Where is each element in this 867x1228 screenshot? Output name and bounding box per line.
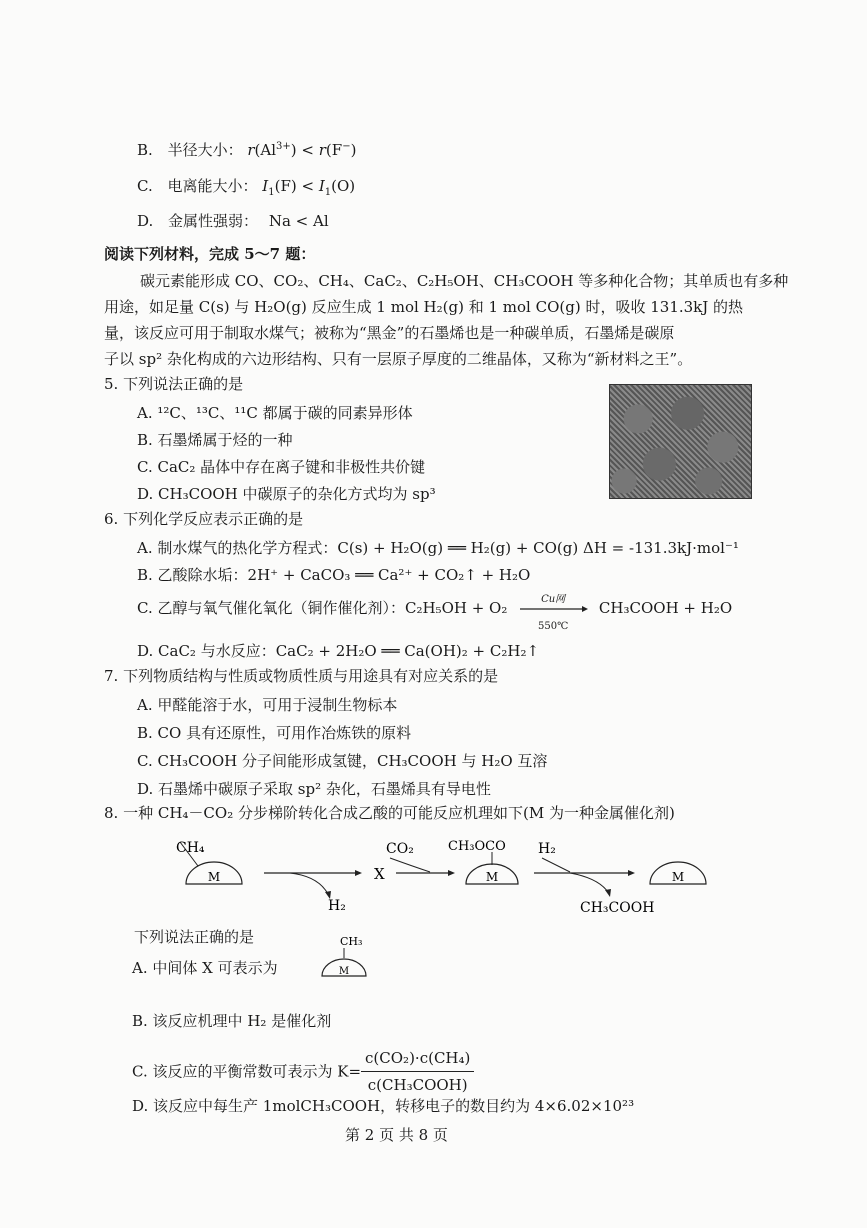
reading-line-1: 碳元素能形成 CO、CO₂、CH₄、CaC₂、C₂H₅OH、CH₃COOH 等多种化合物；其单质也有多种 bbox=[140, 272, 789, 290]
option-text: 电离能大小： bbox=[167, 177, 258, 195]
option-text: 金属性强弱： bbox=[168, 212, 259, 230]
side-arrow-icon bbox=[390, 858, 430, 872]
q4-option-c bbox=[137, 176, 355, 196]
reading-line-3: 量，该反应可用于制取水煤气；被称为“黑金”的石墨烯也是一种碳单质，石墨烯是碳原 bbox=[104, 324, 675, 342]
q4-option-b bbox=[137, 140, 356, 160]
option-text: CH₃COOH + H₂O bbox=[598, 599, 733, 617]
option-text: C. 乙醇与氧气催化氧化（铜作催化剂）：C₂H₅OH + O₂ bbox=[137, 599, 508, 617]
q7-option-d[interactable]: D. 石墨烯中碳原子采取 sp² 杂化，石墨烯具有导电性 bbox=[137, 780, 491, 798]
fraction-numerator: c(CO₂)·c(CH₄) bbox=[361, 1046, 474, 1072]
h2-out-label: H₂ bbox=[328, 898, 346, 914]
catalyst-label: M bbox=[207, 870, 221, 884]
q5-stem: 5. 下列说法正确的是 bbox=[104, 375, 244, 393]
q8-stem: 8. 一种 CH₄－CO₂ 分步梯阶转化合成乙酸的可能反应机理如下(M 为一种金属催化剂) bbox=[104, 804, 675, 822]
condition-bottom: 550℃ bbox=[538, 621, 569, 632]
graphene-photo bbox=[609, 384, 752, 499]
q7-option-b[interactable]: B. CO 具有还原性，可用作冶炼铁的原料 bbox=[137, 724, 412, 742]
side-arrow-icon bbox=[542, 858, 570, 872]
q4-option-d bbox=[137, 211, 329, 231]
option-label: D. bbox=[137, 212, 154, 230]
arrowhead-icon bbox=[628, 870, 635, 876]
q7-option-a[interactable]: A. 甲醛能溶于水，可用于浸制生物标本 bbox=[137, 696, 398, 714]
intermediate-x: X bbox=[374, 865, 385, 883]
option-label: B. bbox=[137, 141, 153, 159]
ch3oco-label: CH₃OCO bbox=[448, 839, 506, 854]
option-label: C. bbox=[137, 177, 153, 195]
q7-option-c[interactable]: C. CH₃COOH 分子间能形成氢键，CH₃COOH 与 H₂O 互溶 bbox=[137, 752, 548, 770]
reading-line-4: 子以 sp² 杂化构成的六边形结构、只有一层原子厚度的二维晶体，又称为“新材料之王”。 bbox=[104, 350, 693, 368]
reaction-scheme bbox=[150, 828, 750, 923]
option-text: A. 中间体 X 可表示为 bbox=[132, 959, 278, 977]
h2-in-label: H₂ bbox=[538, 841, 556, 857]
q6-option-a[interactable]: A. 制水煤气的热化学方程式：C(s) + H₂O(g) ══ H₂(g) + CO(g) ΔH = -131.3kJ·mol⁻¹ bbox=[137, 539, 739, 557]
q6-option-c[interactable] bbox=[137, 594, 733, 632]
condition-top: Cu网 bbox=[541, 594, 566, 605]
q6-stem: 6. 下列化学反应表示正确的是 bbox=[104, 510, 304, 528]
catalyst-label: M bbox=[338, 966, 350, 977]
q8-option-c[interactable] bbox=[132, 1046, 474, 1097]
q8-sub-stem: 下列说法正确的是 bbox=[134, 928, 255, 946]
q8-option-a[interactable] bbox=[132, 958, 278, 978]
option-text: 半径大小： bbox=[167, 141, 243, 159]
intermediate-structure bbox=[318, 932, 370, 980]
option-text: C. 该反应的平衡常数可表示为 K= bbox=[132, 1062, 362, 1081]
q6-option-d[interactable]: D. CaC₂ 与水反应：CaC₂ + 2H₂O ══ Ca(OH)₂ + C₂H₂↑ bbox=[137, 642, 540, 660]
ch4-label: CH₄ bbox=[176, 840, 205, 856]
reading-line-2: 用途，如足量 C(s) 与 H₂O(g) 反应生成 1 mol H₂(g) 和 1 mol CO(g) 时，吸收 131.3kJ 的热 bbox=[104, 298, 744, 316]
metallic-expression: Na < Al bbox=[268, 212, 329, 230]
catalyst-label: M bbox=[485, 870, 499, 884]
radius-expression: $r(Al^{3+}) < r(F^-)$ bbox=[247, 141, 357, 159]
equilibrium-fraction bbox=[361, 1046, 474, 1097]
q5-option-a[interactable]: A. ¹²C、¹³C、¹¹C 都属于碳的同素异形体 bbox=[137, 404, 413, 422]
ch3-label: CH₃ bbox=[340, 935, 363, 948]
q8-option-b[interactable]: B. 该反应机理中 H₂ 是催化剂 bbox=[132, 1012, 332, 1030]
q5-option-d[interactable]: D. CH₃COOH 中碳原子的杂化方式均为 sp³ bbox=[137, 485, 436, 503]
arrow-icon bbox=[518, 599, 588, 619]
side-arrow-icon bbox=[290, 873, 328, 894]
q5-option-c[interactable]: C. CaC₂ 晶体中存在离子键和非极性共价键 bbox=[137, 458, 426, 476]
q7-stem: 7. 下列物质结构与性质或物质性质与用途具有对应关系的是 bbox=[104, 667, 499, 685]
catalyst-label: M bbox=[671, 870, 685, 884]
side-arrow-icon bbox=[570, 873, 608, 892]
arrowhead-icon bbox=[355, 870, 362, 876]
q6-option-b[interactable]: B. 乙酸除水垢：2H⁺ + CaCO₃ ══ Ca²⁺ + CO₂↑ + H₂O bbox=[137, 566, 531, 584]
q5-option-b[interactable]: B. 石墨烯属于烃的一种 bbox=[137, 431, 293, 449]
arrowhead-icon bbox=[605, 889, 611, 897]
q8-option-d[interactable]: D. 该反应中每生产 1molCH₃COOH，转移电子的数目约为 4×6.02×10²³ bbox=[132, 1097, 635, 1115]
ionization-expression: $I_1(F) < I_1(O)$ bbox=[262, 177, 356, 198]
ch3cooh-label: CH₃COOH bbox=[580, 900, 655, 916]
page-footer: 第 2 页 共 8 页 bbox=[345, 1126, 448, 1144]
reading-heading: 阅读下列材料，完成 5～7 题： bbox=[104, 245, 316, 263]
fraction-denominator: c(CH₃COOH) bbox=[367, 1076, 468, 1094]
reaction-arrow bbox=[518, 594, 588, 632]
arrowhead-icon bbox=[448, 870, 455, 876]
co2-label: CO₂ bbox=[386, 841, 414, 857]
